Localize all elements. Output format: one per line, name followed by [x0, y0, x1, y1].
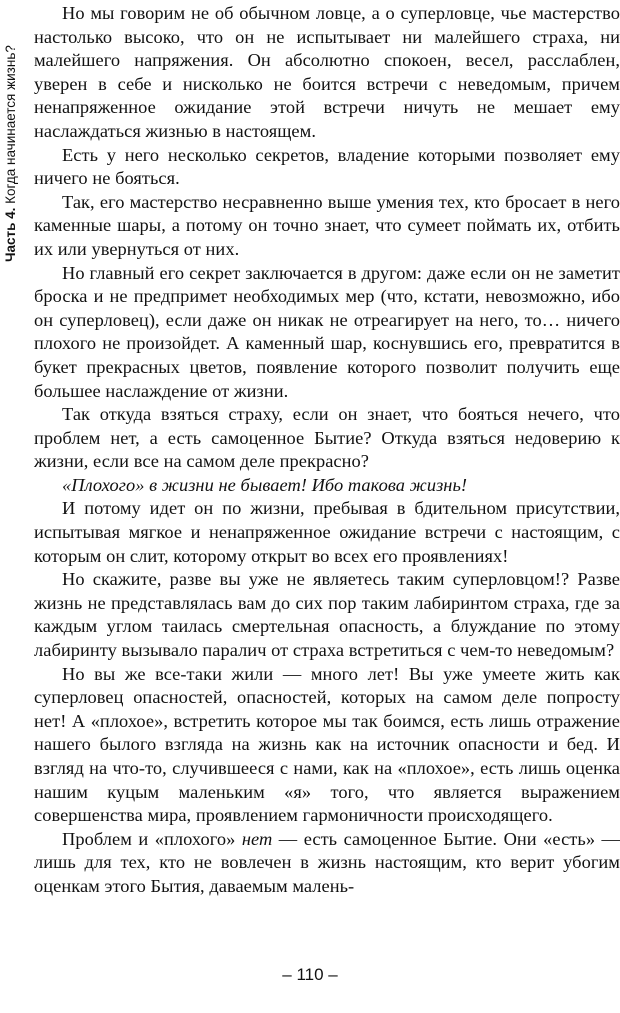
paragraph: И потому идет он по жизни, пребывая в бдительном присутствии, испытывая мягкое и ненапряженное ожидание встречи с настоящим, с которым он слит, которому открыт во всех его проявлениях! [34, 498, 620, 566]
part-label: Часть 4. [3, 207, 18, 262]
running-header [1, 0, 23, 262]
paragraph: Но главный его секрет заключается в другом: даже если он не заметит броска и не предпримет необходимых мер (что, кстати, невозможно, ибо он суперловец), если даже он никак не отреагирует на него, то… ничего плохого не произойдет. А каменный шар, коснувшись его, превратится в букет прекрасных цветов, появление которого позволит получить еще большее наслаждение от жизни. [34, 262, 620, 401]
paragraph: Так откуда взяться страху, если он знает, что бояться нечего, что проблем нет, а есть самоценное Бытие? Откуда взяться недоверию к жизни, если все на самом деле прекрасно? [34, 404, 620, 472]
paragraph: Но скажите, разве вы уже не являетесь таким суперловцом!? Разве жизнь не представлялась вам до сих пор таким лабиринтом страха, где за каждым углом таилась смертельная опасность, а блуждание по этому лабиринту вызывало паралич от страха встретиться с чем-то неведомым? [34, 569, 620, 661]
last-paragraph-end: — есть самоценное Бытие. Они «есть» — лишь для тех, кто не вовлечен в жизнь настоящим, кто верит убогим оценкам этого Бытия, даваемым малень- [34, 828, 620, 896]
last-paragraph [34, 828, 620, 899]
paragraph: Так, его мастерство несравненно выше умения тех, кто бросает в него каменные шары, а потому он точно знает, что сумеет поймать их, отбить их или увернуться от них. [34, 191, 620, 259]
paragraph: Но мы говорим не об обычном ловце, а о суперловце, чье мастерство настолько высоко, что он не испытывает ни малейшего страха, ни малейшего напряжения. Он абсолютно спокоен, весел, расслаблен, уверен в себе и нисколько не боится встречи с неведомым, причем ненапряженное ожидание этой встречи ничуть не мешает ему наслаждаться жизнью в настоящем. [34, 3, 620, 141]
part-title: Когда начинается жизнь? [3, 45, 18, 208]
page-number: – 110 – [282, 965, 338, 984]
paragraph: Есть у него несколько секретов, владение которыми позволяет ему ничего не бояться. [34, 144, 620, 189]
italic-paragraph: «Плохого» в жизни не бывает! Ибо такова жизнь! [62, 474, 468, 495]
italic-word: нет [241, 828, 273, 849]
body-text [34, 2, 620, 899]
paragraph: Но вы же все-таки жили — много лет! Вы уже умеете жить как суперловец опасностей, опасностей, которых на самом деле попросту нет! А «плохое», встретить которое мы так боимся, есть лишь отражение нашего былого взгляда на жизнь как на источник опасности и бед. И взгляд на что-то, случившееся с нами, как на «плохое», есть лишь оценка нашим куцым маленьким «я» того, что является выражением совершенства мира, проявлением гармоничности происходящего. [34, 663, 620, 826]
last-paragraph-start: Проблем и «плохого» [62, 828, 242, 849]
running-header-text [1, 45, 21, 262]
